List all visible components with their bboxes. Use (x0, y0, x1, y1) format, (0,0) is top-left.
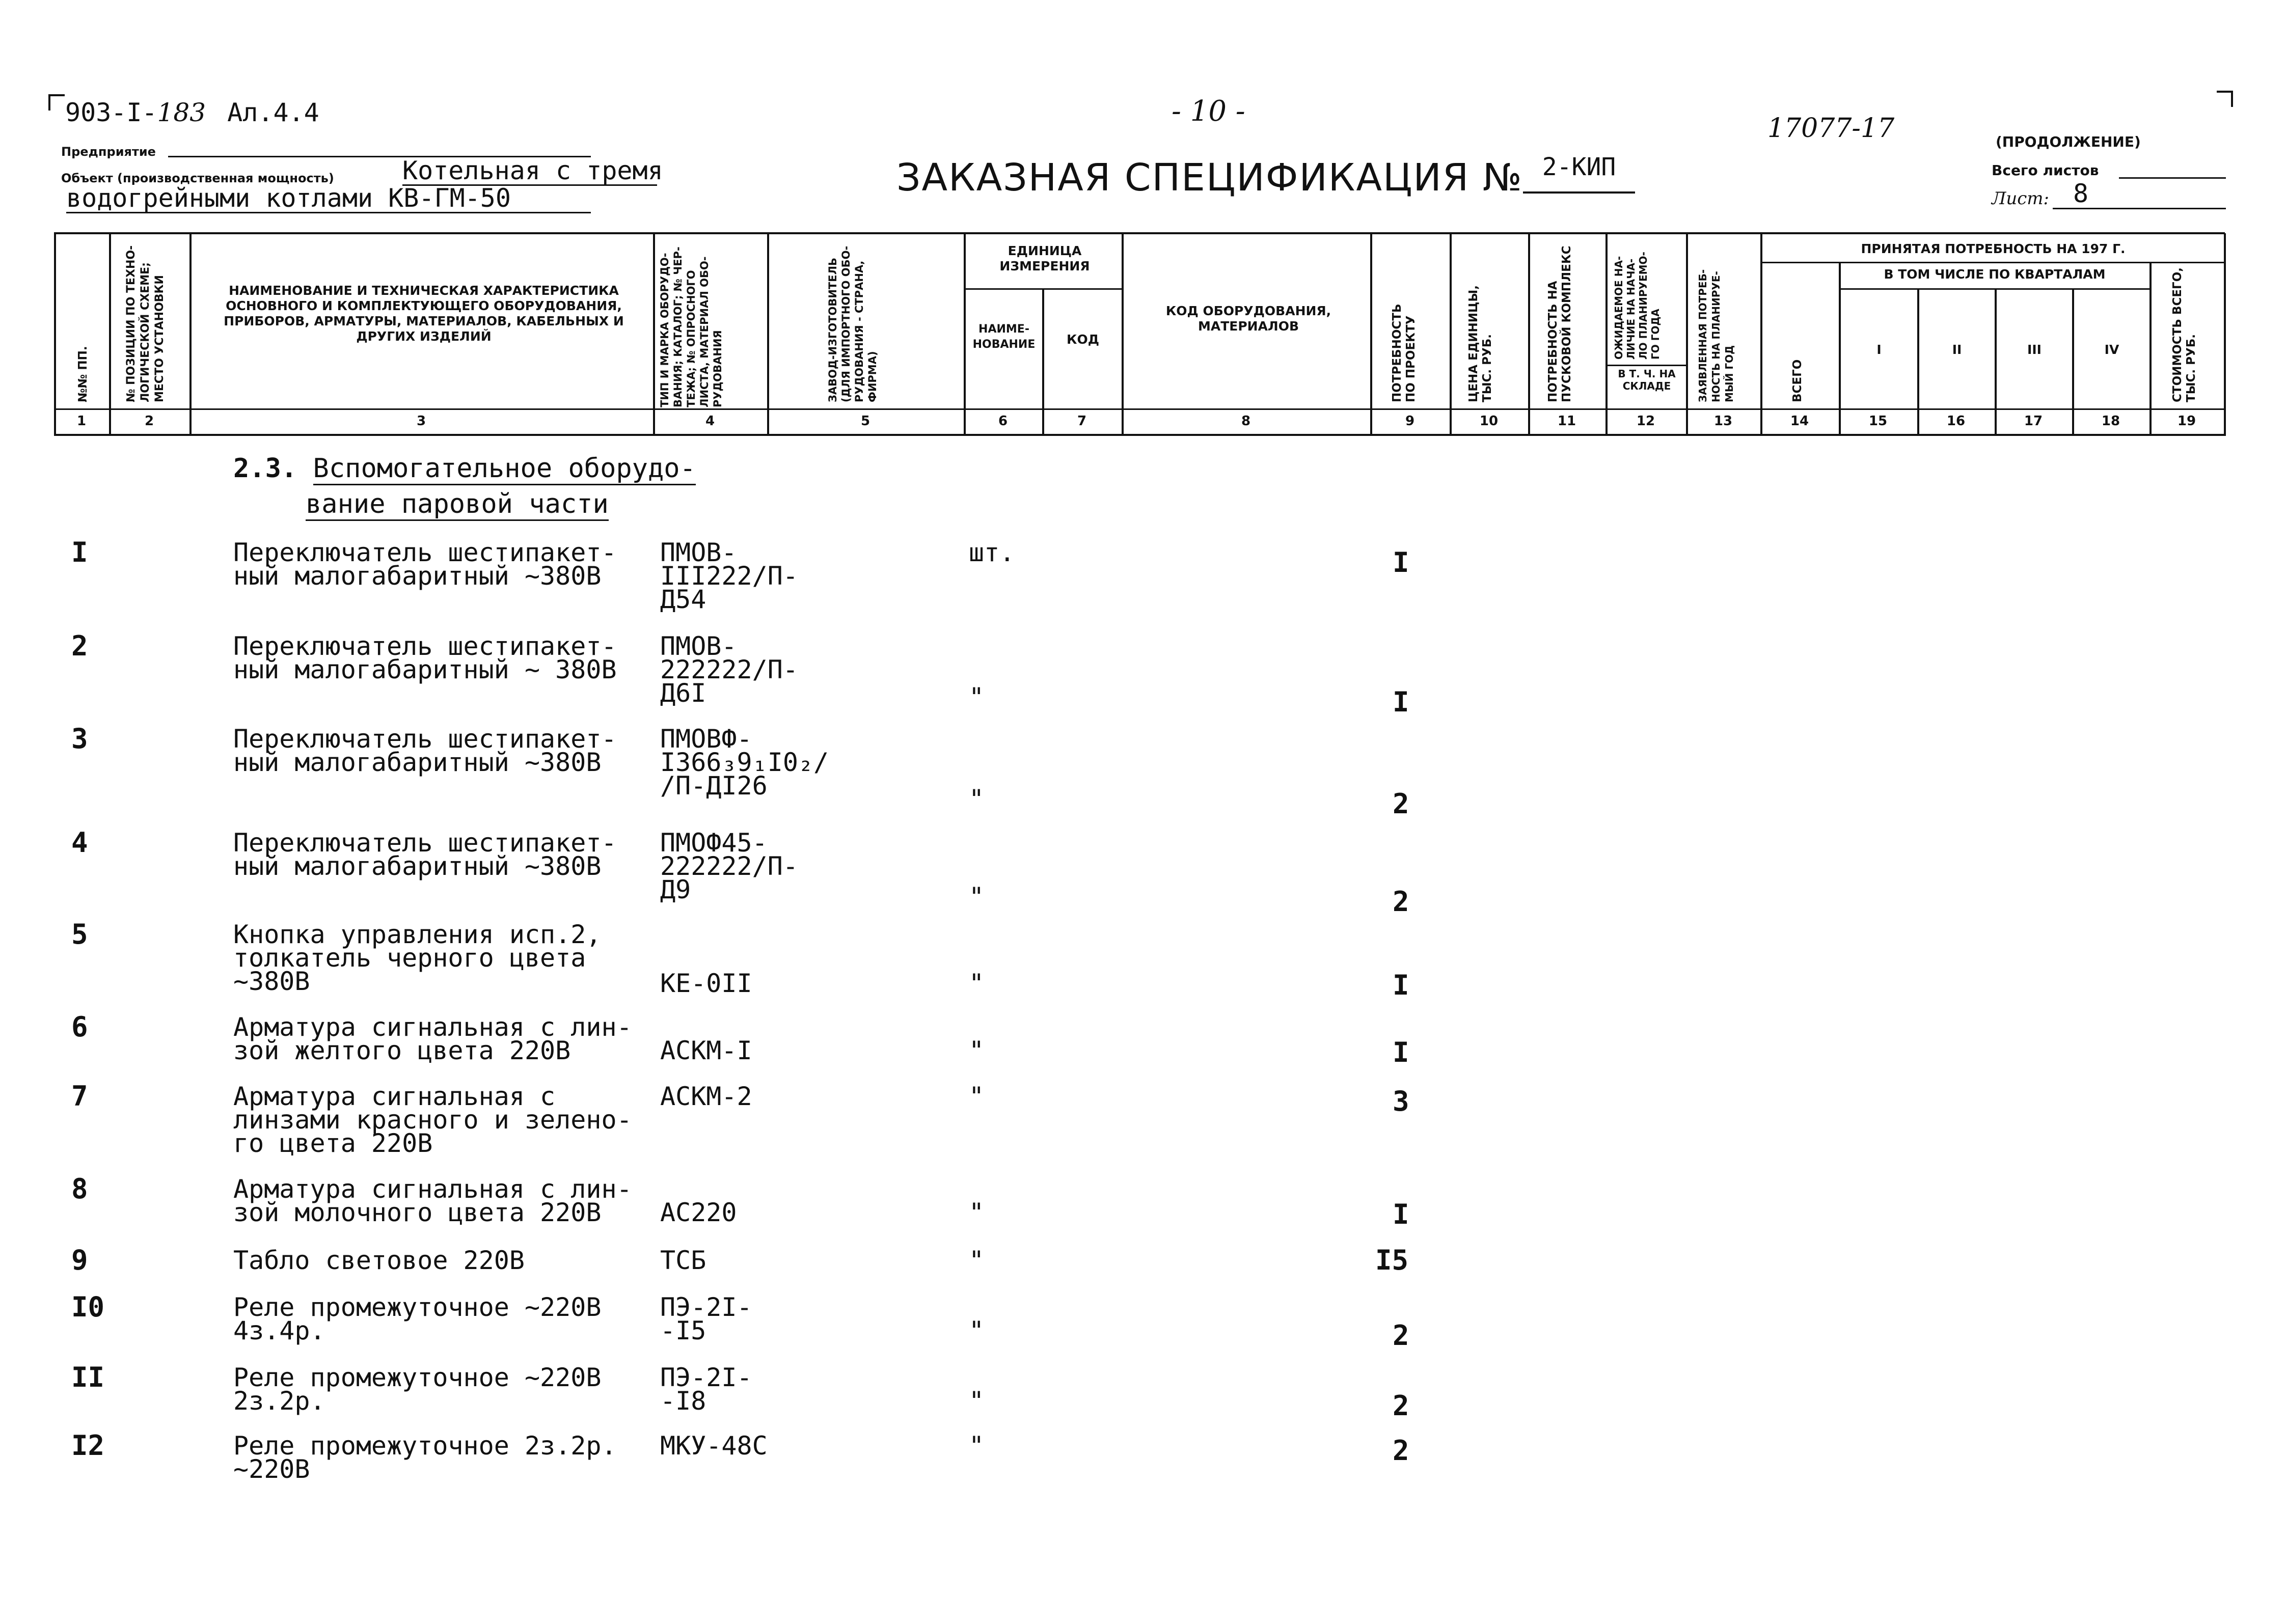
item-unit: " (969, 1246, 985, 1275)
document-code-text: 903-I- (65, 98, 157, 127)
quarters-header: В ТОМ ЧИСЛЕ ПО КВАРТАЛАМ (1884, 267, 2106, 282)
item-quantity: I (1393, 1036, 1409, 1068)
row-number: I0 (71, 1291, 105, 1323)
col-number-17: 17 (2024, 414, 2043, 429)
item-name: Кнопка управления исп.2, толкатель черного цвета ~380В (233, 920, 602, 996)
col-4-header: ТИП И МАРКА ОБОРУДО- ВАНИЯ; КАТАЛОГ; № ЧЕР- ТЕЖА; № ОПРОСНОГО ЛИСТА, МАТЕРИАЛ ОБО- РУДОВАНИЯ (659, 246, 724, 407)
item-unit: " (969, 882, 985, 912)
item-name: Реле промежуточное ~220В 4з.4р. (233, 1292, 602, 1345)
item-name: Арматура сигнальная с лин- зой молочного цвета 220В (233, 1174, 632, 1227)
object-label: Объект (производственная мощность) (61, 171, 334, 185)
document-code (65, 98, 319, 127)
corner-mark-left (48, 94, 65, 111)
row-number: 5 (71, 918, 88, 950)
item-quantity: 2 (1393, 1390, 1409, 1422)
section-title-line-1: Вспомогательное оборудо- (313, 453, 696, 485)
col-number-15: 15 (1868, 414, 1888, 429)
quarters-subheader-border (1839, 288, 2149, 290)
item-unit: " (969, 1431, 985, 1461)
col-number-9: 9 (1405, 414, 1415, 429)
row-number: 2 (71, 630, 88, 662)
quarter-3-header: III (2027, 342, 2042, 357)
item-name: Реле промежуточное 2з.2р. ~220В (233, 1431, 617, 1484)
sheet-number: 8 (2053, 179, 2226, 209)
col-12b-header: В Т. Ч. НА СКЛАДЕ (1618, 368, 1676, 392)
col-19-header: СТОИМОСТЬ ВСЕГО, ТЫС. РУБ. (2171, 267, 2198, 402)
col-number-1: 1 (76, 414, 87, 429)
item-quantity: I (1393, 969, 1409, 1001)
item-name: Переключатель шестипакет- ный малогабаритный ~380В (233, 828, 617, 881)
col-number-19: 19 (2177, 414, 2196, 429)
section-number: 2.3. (233, 453, 297, 484)
item-type: АСКМ-I (660, 1036, 752, 1065)
item-quantity: I5 (1375, 1244, 1409, 1276)
document-code-handwritten: 183 (157, 98, 206, 127)
item-unit: " (969, 1316, 985, 1345)
row-number: II (71, 1361, 105, 1393)
item-unit: " (969, 784, 985, 814)
item-type: АС220 (660, 1198, 737, 1227)
item-type: ПМОФ45- 222222/П- Д9 (660, 828, 798, 904)
row-number: 6 (71, 1011, 88, 1043)
row-number: I (71, 536, 88, 568)
object-line-1: Котельная с тремя (402, 156, 663, 185)
item-name: Арматура сигнальная с линзами красного и зелено- го цвета 220В (233, 1082, 632, 1158)
col-number-2: 2 (144, 414, 154, 429)
col-2-header: № ПОЗИЦИИ ПО ТЕХНО- ЛОГИЧЕСКОЙ СХЕМЕ; МЕСТО УСТАНОВКИ (125, 245, 166, 402)
col-number-8: 8 (1241, 414, 1251, 429)
enterprise-label: Предприятие (61, 145, 156, 159)
item-unit: " (969, 1082, 985, 1111)
col-6-header: НАИМЕ-НОВАНИЕ (972, 323, 1036, 351)
col-8-header: КОД ОБОРУДОВАНИЯ, МАТЕРИАЛОВ (1165, 304, 1331, 334)
item-quantity: I (1393, 686, 1409, 718)
item-type: ПЭ-2I- -I5 (660, 1292, 752, 1345)
spec-title: ЗАКАЗНАЯ СПЕЦИФИКАЦИЯ № (896, 156, 1523, 200)
item-type: МКУ-48С (660, 1431, 768, 1461)
item-name: Переключатель шестипакет- ный малогабаритный ~ 380В (233, 631, 617, 684)
quarter-4-header: IV (2104, 342, 2119, 357)
corner-mark-right (2217, 91, 2233, 107)
col-number-18: 18 (2101, 414, 2120, 429)
table-bottom-border (54, 434, 2225, 436)
registration-number: 17077-17 (1767, 113, 1895, 144)
item-unit: " (969, 1198, 985, 1227)
album-number: Ал.4.4 (227, 98, 319, 127)
col-number-4: 4 (705, 414, 715, 429)
item-type: АСКМ-2 (660, 1082, 752, 1111)
quarter-2-header: II (1952, 342, 1962, 357)
item-unit: " (969, 1386, 985, 1416)
col-7-header: КОД (1067, 332, 1099, 347)
col-10-header: ЦЕНА ЕДИНИЦЫ, ТЫС. РУБ. (1467, 285, 1494, 402)
col-12a-header: ОЖИДАЕМОЕ НА- ЛИЧИЕ НА НАЧА- ЛО ПЛАНИРУЕМО- ГО ГОДА (1613, 252, 1662, 360)
col-number-12: 12 (1636, 414, 1655, 429)
section-title-line-2: вание паровой части (306, 489, 609, 521)
item-type: ПМОВ- 222222/П- Д6I (660, 631, 798, 708)
item-quantity: 2 (1393, 788, 1409, 820)
item-quantity: 2 (1393, 1435, 1409, 1467)
object-line-2: водогрейными котлами КВ-ГМ-50 (66, 184, 591, 213)
total-sheets-underline (2119, 177, 2226, 179)
col-13-header: ЗАЯВЛЕННАЯ ПОТРЕБ- НОСТЬ НА ПЛАНИРУЕ- МЫЙ ГОД (1697, 269, 1735, 402)
item-quantity: I (1393, 546, 1409, 579)
row-number: 4 (71, 827, 88, 859)
col-5-header: ЗАВОД-ИЗГОТОВИТЕЛЬ (ДЛЯ ИМПОРТНОГО ОБО- РУДОВАНИЯ - СТРАНА, ФИРМА) (827, 245, 879, 402)
col-3-header: НАИМЕНОВАНИЕ И ТЕХНИЧЕСКАЯ ХАРАКТЕРИСТИКА ОСНОВНОГО И КОМПЛЕКТУЮЩЕГО ОБОРУДОВАНИЯ, ПРИБОРОВ, АРМАТУРЫ, МАТЕРИАЛОВ, КАБЕЛЬНЫХ И ДРУГИХ ИЗДЕЛИЙ (224, 283, 624, 344)
col-11-header: ПОТРЕБНОСТЬ НА ПУСКОВОЙ КОМПЛЕКС (1546, 245, 1573, 402)
item-name: Переключатель шестипакет- ный малогабаритный ~380В (233, 538, 617, 591)
item-unit: " (969, 682, 985, 712)
item-name: Арматура сигнальная с лин- зой желтого цвета 220В (233, 1012, 632, 1065)
item-unit: шт. (969, 538, 1015, 567)
col-number-7: 7 (1077, 414, 1087, 429)
row-number: I2 (71, 1429, 105, 1462)
item-type: КЕ-0II (660, 969, 752, 998)
spec-number: 2-КИП (1523, 155, 1635, 194)
total-sheets-label: Всего листов (1992, 162, 2099, 179)
row-number: 3 (71, 723, 88, 755)
table-numbers-border (54, 408, 2225, 410)
col-9-header: ПОТРЕБНОСТЬ ПО ПРОЕКТУ (1391, 304, 1418, 402)
quarter-1-header: I (1876, 342, 1882, 357)
col-number-10: 10 (1479, 414, 1499, 429)
row-number: 9 (71, 1244, 88, 1276)
col-number-5: 5 (860, 414, 870, 429)
col-number-16: 16 (1946, 414, 1966, 429)
item-unit: " (969, 1036, 985, 1065)
col-number-13: 13 (1713, 414, 1733, 429)
col-14-header: ВСЕГО (1791, 359, 1804, 402)
item-quantity: 3 (1393, 1085, 1409, 1117)
stock-subheader-border (1605, 365, 1687, 366)
page-number: - 10 - (1172, 95, 1245, 128)
table-top-border (54, 232, 2225, 234)
item-name: Табло световое 220В (233, 1246, 525, 1275)
item-quantity: I (1393, 1198, 1409, 1230)
item-type: ПМОВ- III222/П- Д54 (660, 538, 798, 614)
col-6-7-header: ЕДИНИЦА ИЗМЕРЕНИЯ (999, 243, 1090, 273)
item-type: ПЭ-2I- -I8 (660, 1363, 752, 1416)
row-number: 8 (71, 1173, 88, 1205)
accepted-subheader-border (1760, 262, 2225, 263)
item-quantity: 2 (1393, 1319, 1409, 1352)
col-number-3: 3 (416, 414, 426, 429)
col-number-14: 14 (1790, 414, 1809, 429)
item-name: Реле промежуточное ~220В 2з.2р. (233, 1363, 602, 1416)
row-number: 7 (71, 1080, 88, 1112)
item-quantity: 2 (1393, 886, 1409, 918)
sheet-label: Лист: (1992, 188, 2050, 209)
item-name: Переключатель шестипакет- ный малогабаритный ~380В (233, 724, 617, 777)
col-number-6: 6 (998, 414, 1008, 429)
item-unit: " (969, 969, 985, 998)
continuation-label: (ПРОДОЛЖЕНИЕ) (1996, 133, 2141, 150)
col-1-header: №№ ПП. (76, 346, 90, 402)
item-type: ТСБ (660, 1246, 706, 1275)
item-type: ПМОВФ- I366₃9₁I0₂/ /П-ДI26 (660, 724, 829, 801)
section-heading (233, 453, 696, 484)
col-number-11: 11 (1557, 414, 1576, 429)
accepted-demand-header: ПРИНЯТАЯ ПОТРЕБНОСТЬ НА 197 Г. (1861, 241, 2126, 256)
